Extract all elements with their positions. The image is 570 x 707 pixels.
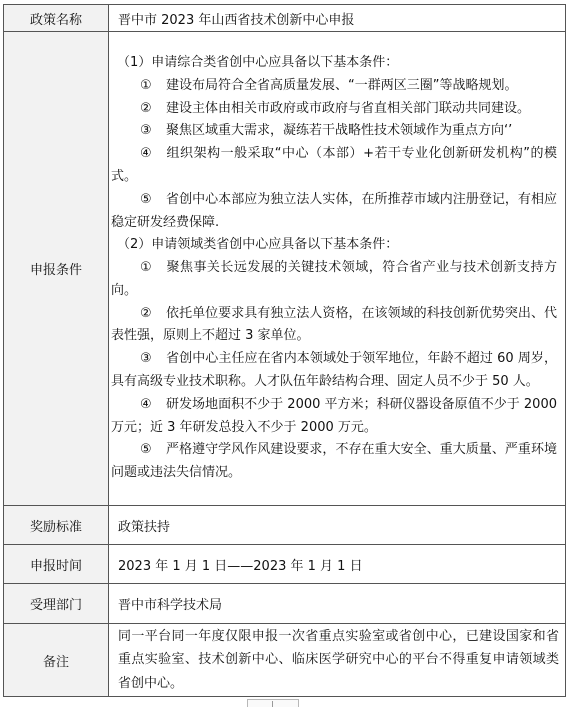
group2-item (111, 439, 557, 485)
item-marker: ② (140, 305, 152, 321)
row-department (4, 584, 566, 624)
apply-time-label: 申报时间 (4, 545, 109, 584)
remarks-label: 备注 (4, 624, 109, 697)
conditions-content (109, 48, 565, 489)
row-conditions (4, 32, 566, 506)
item-marker: ⑤ (140, 442, 152, 458)
item-text: 组织架构一般采取“中心（本部）+若干专业化创新研发机构”的模式。 (111, 146, 557, 184)
row-policy-name (4, 5, 566, 32)
group1-item (111, 75, 557, 98)
department-label: 受理部门 (4, 584, 109, 624)
item-marker: ① (140, 260, 152, 276)
item-text: 研发场地面积不少于 2000 平方米；科研仪器设备原值不少于 2000 万元；近 3 年研发总投入不少于 2000 万元。 (111, 396, 557, 435)
item-marker: ③ (140, 123, 152, 139)
reward-standard-label: 奖励标准 (4, 506, 109, 545)
policy-name-value: 晋中市 2023 年山西省技术创新中心申报 (109, 5, 566, 32)
apply-time-value: 2023 年 1 月 1 日——2023 年 1 月 1 日 (109, 545, 566, 584)
group1-item (111, 120, 557, 143)
item-marker: ② (140, 100, 152, 116)
policy-table (3, 4, 566, 697)
item-text: 依托单位要求具有独立法人资格，在该领域的科技创新优势突出、代表性强，原则上不超过 3 家单位。 (111, 305, 557, 344)
item-marker: ① (140, 77, 152, 93)
item-text: 省创中心本部应为独立法人实体，在所推荐市域内注册登记，有相应稳定研发经费保障. (111, 191, 557, 230)
group1-heading: （1）申请综合类省创中心应具备以下基本条件： (117, 54, 399, 70)
item-text: 严格遵守学风作风建设要求，不存在重大安全、重大质量、严重环境问题或违法失信情况。 (111, 442, 557, 481)
group2-heading: （2）申请领域类省创中心应具备以下基本条件： (117, 237, 399, 253)
department-value: 晋中市科学技术局 (109, 584, 566, 624)
conditions-cell (109, 32, 566, 506)
item-text: 建设主体由相关市政府或市政府与省直相关部门联动共同建设。 (166, 100, 531, 116)
item-marker: ④ (140, 396, 152, 412)
remarks-value: 同一平台同一年度仅限申报一次省重点实验室或省创中心，已建设国家和省重点实验室、技术创新中心、临床医学研究中心的平台不得重复申请领域类省创中心。 (118, 628, 559, 691)
policy-name-label: 政策名称 (4, 5, 109, 32)
row-reward-standard (4, 506, 566, 545)
group1-item (111, 98, 557, 121)
remarks-cell (109, 624, 566, 697)
item-marker: ⑤ (140, 191, 152, 207)
conditions-label: 申报条件 (4, 32, 109, 506)
group1-item (111, 189, 557, 235)
group2-item (111, 257, 557, 303)
item-marker: ④ (140, 146, 152, 162)
row-remarks (4, 624, 566, 697)
item-text: 聚焦事关长远发展的关键技术领域，符合省产业与技术创新支持方向。 (111, 260, 557, 298)
item-marker: ③ (140, 351, 152, 367)
group2-item (111, 348, 557, 394)
group2-item (111, 394, 557, 440)
tab-divider (272, 701, 273, 707)
group1-item (111, 143, 557, 189)
item-text: 聚焦区域重大需求，凝练若干战略性技术领域作为重点方向‘’ (166, 123, 513, 139)
reward-standard-value: 政策扶持 (109, 506, 566, 545)
group2-item (111, 303, 557, 349)
item-text: 建设布局符合全省高质量发展、“一群两区三圈”等战略规划。 (166, 77, 518, 93)
item-text: 省创中心主任应在省内本领域处于领军地位，年龄不超过 60 周岁，具有高级专业技术职称。人才队伍年龄结构合理、固定人员不少于 50 人。 (111, 351, 557, 390)
row-apply-time (4, 545, 566, 584)
